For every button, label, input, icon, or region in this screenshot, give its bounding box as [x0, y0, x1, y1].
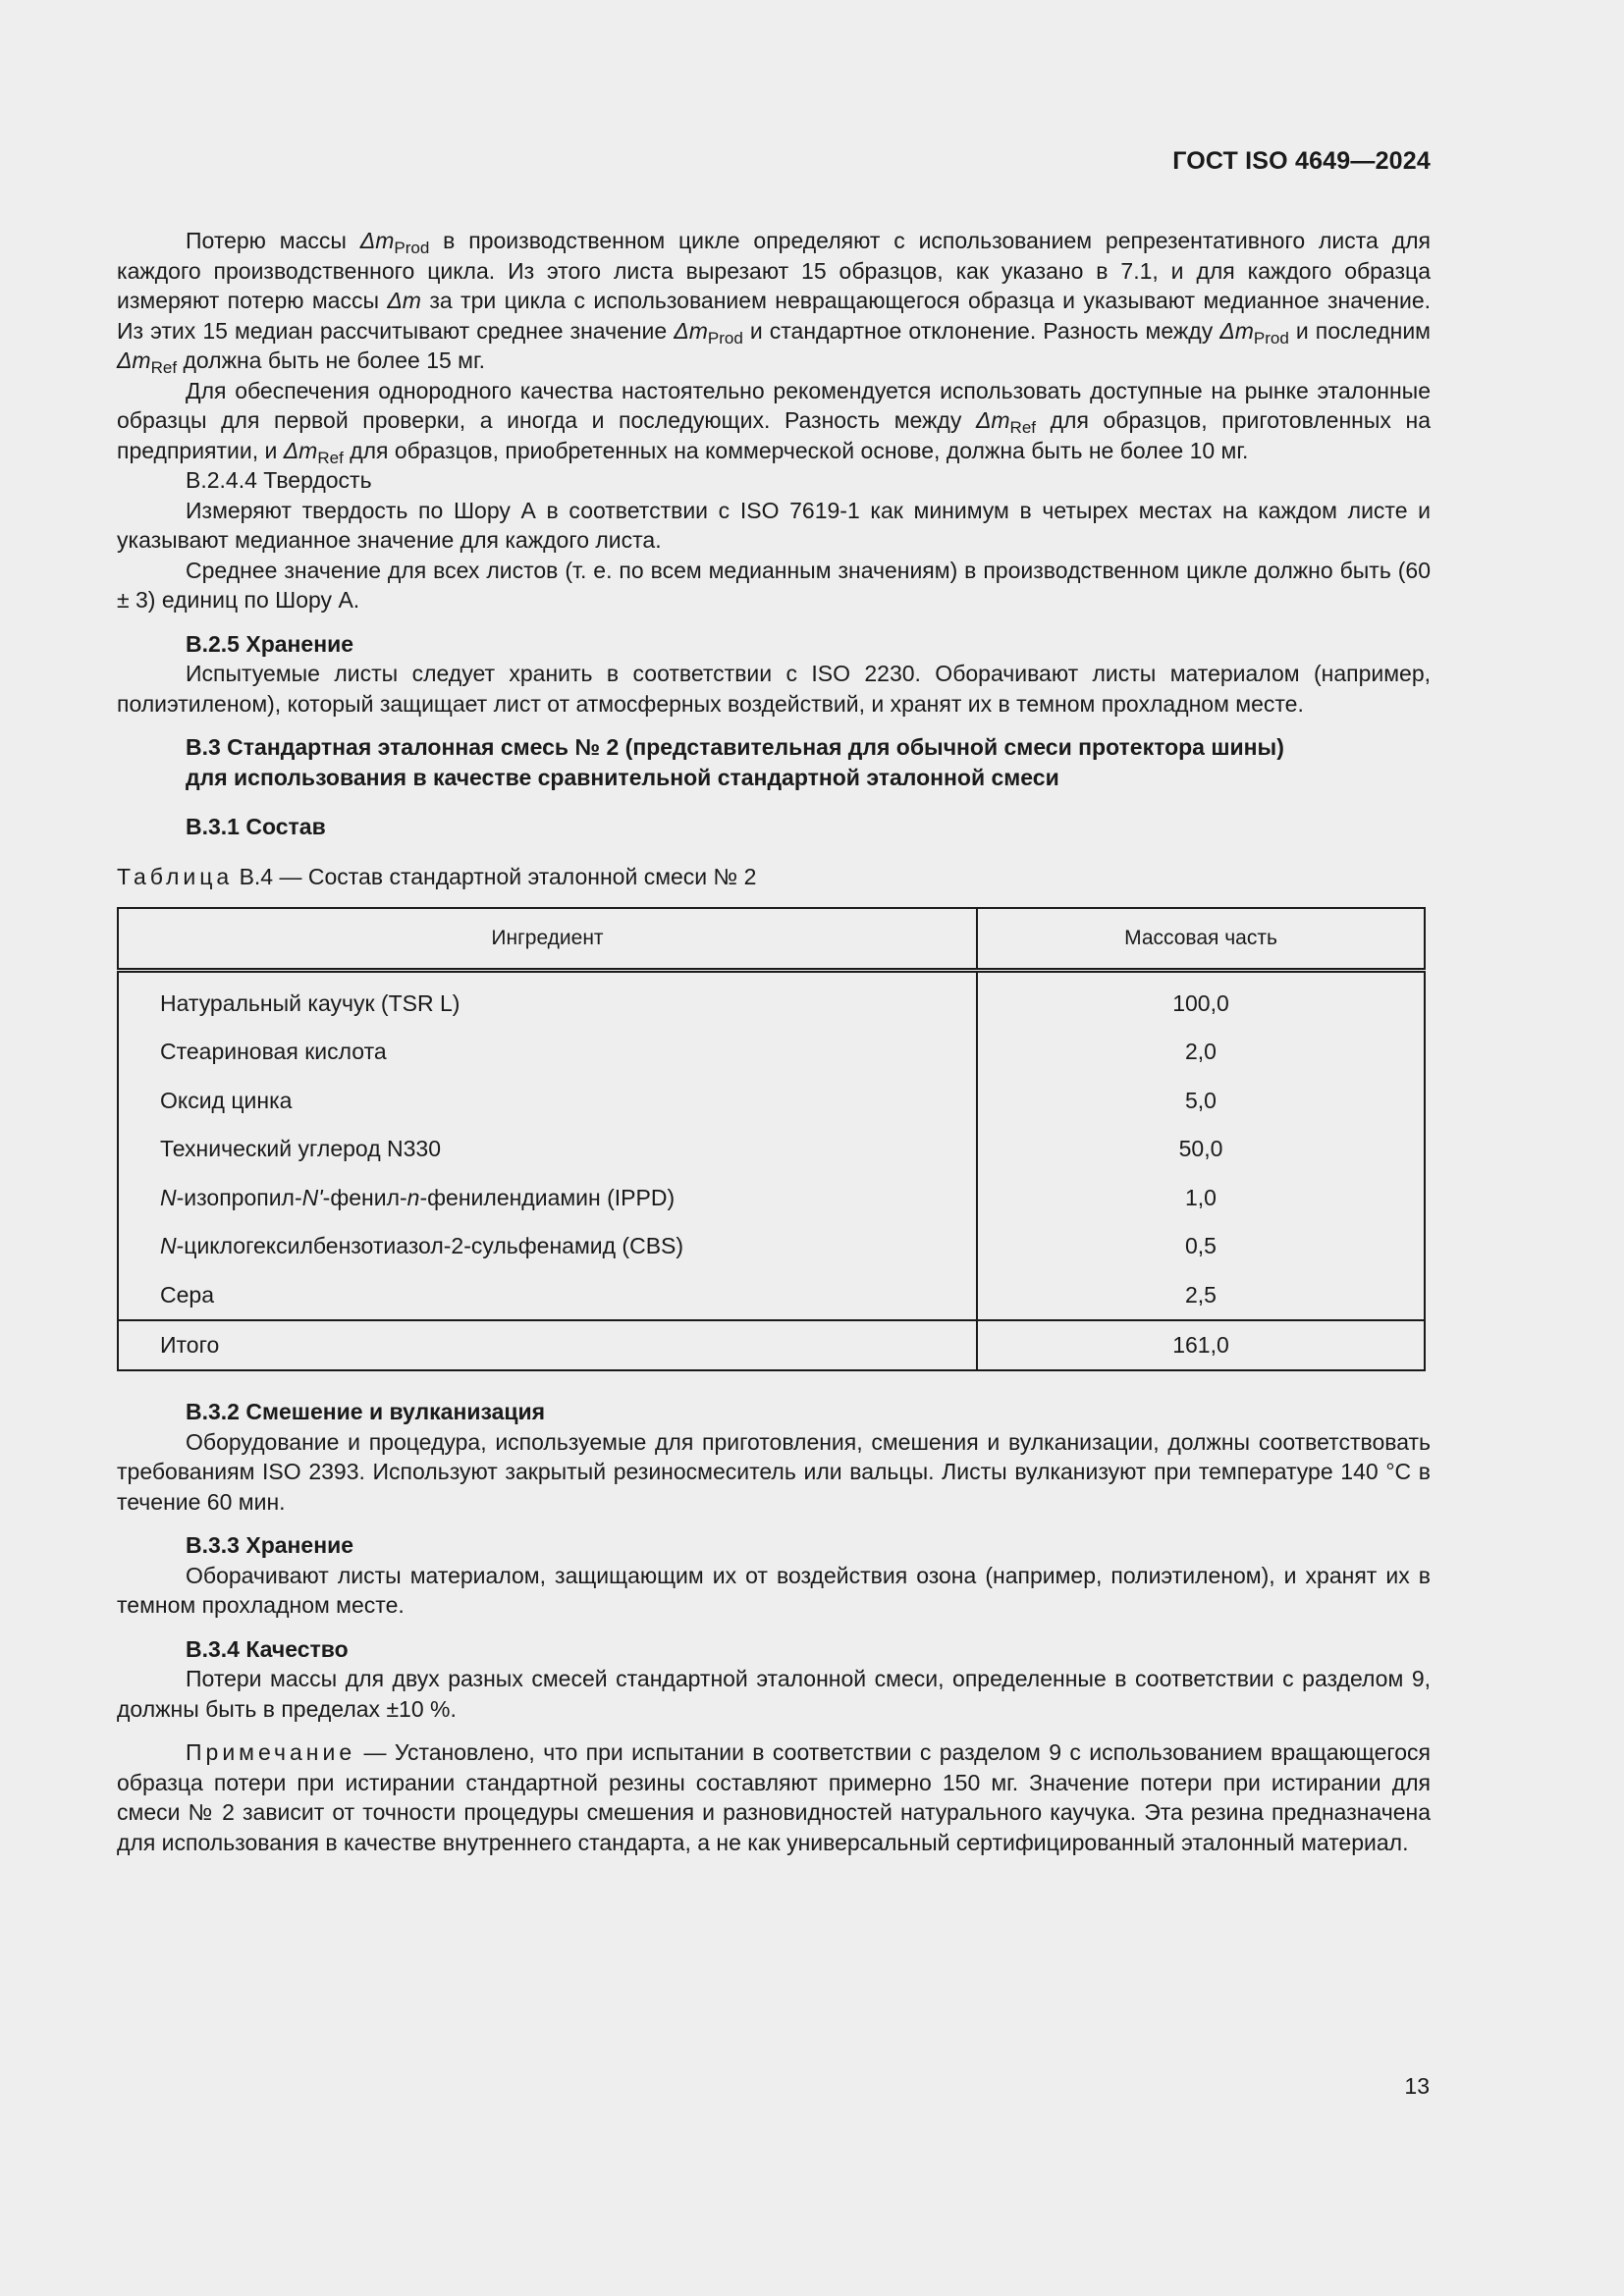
- note-text: — Установлено, что при испытании в соответствии с разделом 9 с использованием вращающегося образца потери при истирании стандартной резины составляют примерно 150 мг. Значение потери при истирании для смеси № 2 зависит от точности процедуры смешения и разновидностей натурального каучука. Эта резина предназначена для использования в качестве внутреннего стандарта, а не как универсальный сертифицированный эталонный материал.: [117, 1739, 1431, 1855]
- subscript: Prod: [394, 239, 430, 257]
- column-header-mass: Массовая часть: [977, 908, 1425, 971]
- cell-mass: 1,0: [1185, 1184, 1217, 1210]
- text: -изопропил-: [176, 1184, 302, 1210]
- text: должна быть не более 15 мг.: [177, 347, 485, 373]
- paragraph-storage-b33: Оборачивают листы материалом, защищающим их от воздействия озона (например, полиэтиленом), и хранят их в темном прохладном месте.: [117, 1562, 1431, 1618]
- heading-b32: В.3.2 Смешение и вулканизация: [186, 1399, 546, 1424]
- italic-text: N': [301, 1184, 323, 1210]
- cell-ingredient: Натуральный каучук (TSR L): [118, 971, 977, 1028]
- symbol: Δm: [387, 288, 421, 313]
- paragraph-mixing: Оборудование и процедура, используемые для приготовления, смешения и вулканизации, должны соответствовать требованиям ISO 2393. Используют закрытый резиносмеситель или вальцы. Листы вулканизуют при температуре 140 °С в течение 60 мин.: [117, 1428, 1431, 1515]
- cell-ingredient: Оксид цинка: [118, 1076, 977, 1125]
- paragraph-storage-b25: Испытуемые листы следует хранить в соответствии с ISO 2230. Оборачивают листы материалом (например, полиэтиленом), который защищает лист от атмосферных воздействий, и хранят их в темном прохладном месте.: [117, 661, 1431, 717]
- table-caption: [117, 862, 1431, 892]
- heading-b33: В.3.3 Хранение: [186, 1532, 354, 1558]
- table-row: [118, 1028, 1425, 1077]
- table-row: [118, 1076, 1425, 1125]
- symbol: Δm: [1219, 317, 1254, 344]
- symbol: Δm: [975, 407, 1010, 433]
- table-header-row: [118, 908, 1425, 971]
- heading-b34: В.3.4 Качество: [186, 1635, 349, 1662]
- subscript: Prod: [707, 328, 743, 347]
- italic-text: N: [160, 1184, 177, 1210]
- heading-b244: В.2.4.4 Твердость: [186, 467, 372, 493]
- text: в производственном цикле определяют с использованием репрезентативного листа для каждого производственного цикла. Из этого листа вырезают 15 образцов, как указано в 7.1, и для каждого образца измеряют потерю массы: [117, 228, 1432, 313]
- cell-ingredient: [118, 1173, 977, 1222]
- heading-b31: В.3.1 Состав: [186, 814, 326, 839]
- text: за три цикла с использованием невращающегося образца и указывают медианное значение. Из этих 15 медиан рассчитывают среднее значение: [117, 288, 1432, 344]
- document-body: [117, 226, 1431, 1857]
- table-row: [118, 1125, 1425, 1174]
- table-row: [118, 1222, 1425, 1271]
- text: Потерю массы: [186, 228, 360, 253]
- heading-b3-line2: для использования в качестве сравнительной стандартной эталонной смеси: [186, 764, 1059, 790]
- note: [117, 1737, 1431, 1857]
- table-row: [118, 971, 1425, 1028]
- table-total-row: [118, 1320, 1425, 1371]
- text: и последним: [1288, 317, 1431, 344]
- cell-mass: 2,5: [1185, 1281, 1217, 1308]
- page-number: 13: [1404, 2073, 1430, 2099]
- table-caption-text: В.4 — Состав стандартной эталонной смеси № 2: [233, 863, 757, 889]
- column-header-ingredient: Ингредиент: [118, 908, 977, 971]
- text: и стандартное отклонение. Разность между: [742, 317, 1220, 344]
- heading-b25: В.2.5 Хранение: [186, 630, 354, 657]
- symbol: Δm: [283, 437, 318, 463]
- subscript: Ref: [317, 448, 344, 467]
- italic-text: N: [160, 1233, 177, 1258]
- cell-mass: 2,0: [1185, 1039, 1217, 1064]
- cell-mass: 100,0: [1172, 989, 1229, 1016]
- cell-ingredient: [118, 1222, 977, 1271]
- cell-mass: 50,0: [1178, 1136, 1223, 1161]
- paragraph-mass-loss-production: [117, 226, 1431, 376]
- heading-b3-line1: В.3 Стандартная эталонная смесь № 2 (представительная для обычной смеси протектора шины): [186, 734, 1284, 760]
- text: -фенилендиамин (IPPD): [419, 1184, 676, 1210]
- cell-total-label: Итого: [118, 1320, 977, 1371]
- text: Для обеспечения однородного качества настоятельно рекомендуется использовать доступные на рынке эталонные образцы для первой проверки, а иногда и последующих. Разность между: [117, 377, 1431, 433]
- paragraph-hardness-1: Измеряют твердость по Шору А в соответствии с ISO 7619-1 как минимум в четырех местах на каждом листе и указывают медианное значение для каждого листа.: [117, 497, 1431, 553]
- cell-total-value: 161,0: [977, 1320, 1425, 1371]
- paragraph-quality: Потери массы для двух разных смесей стандартной эталонной смеси, определенные в соответствии с разделом 9, должны быть в пределах ±10 %.: [117, 1666, 1431, 1722]
- text: для образцов, приобретенных на коммерческой основе, должна быть не более 10 мг.: [343, 437, 1249, 463]
- italic-text: n: [406, 1184, 420, 1210]
- cell-ingredient: Сера: [118, 1270, 977, 1320]
- text: -циклогексилбензотиазол-2-сульфенамид (CBS): [176, 1233, 684, 1258]
- cell-ingredient: Технический углерод N330: [118, 1125, 977, 1174]
- subscript: Ref: [1009, 418, 1037, 437]
- cell-mass: 0,5: [1185, 1233, 1217, 1258]
- document-header: ГОСТ ISO 4649—2024: [1172, 147, 1431, 175]
- cell-mass: 5,0: [1185, 1087, 1217, 1113]
- table-caption-label: Таблица: [117, 863, 234, 889]
- note-label: Примечание: [186, 1739, 356, 1765]
- subscript: Prod: [1253, 328, 1289, 347]
- table-row: [118, 1173, 1425, 1222]
- paragraph-reference-samples: [117, 376, 1431, 466]
- symbol: Δm: [117, 347, 151, 373]
- symbol: Δm: [674, 317, 708, 344]
- subscript: Ref: [150, 358, 178, 377]
- heading-b3: [117, 732, 1431, 792]
- cell-ingredient: Стеариновая кислота: [118, 1028, 977, 1077]
- paragraph-hardness-2: Среднее значение для всех листов (т. е. по всем медианным значениям) в производственном цикле должно быть (60 ± 3) единиц по Шору А.: [117, 557, 1431, 613]
- text: для образцов, приготовленных на предприятии, и: [117, 407, 1432, 463]
- composition-table: [117, 907, 1426, 1371]
- text: -фенил-: [322, 1184, 407, 1210]
- table-row: [118, 1270, 1425, 1320]
- symbol: Δm: [359, 228, 395, 253]
